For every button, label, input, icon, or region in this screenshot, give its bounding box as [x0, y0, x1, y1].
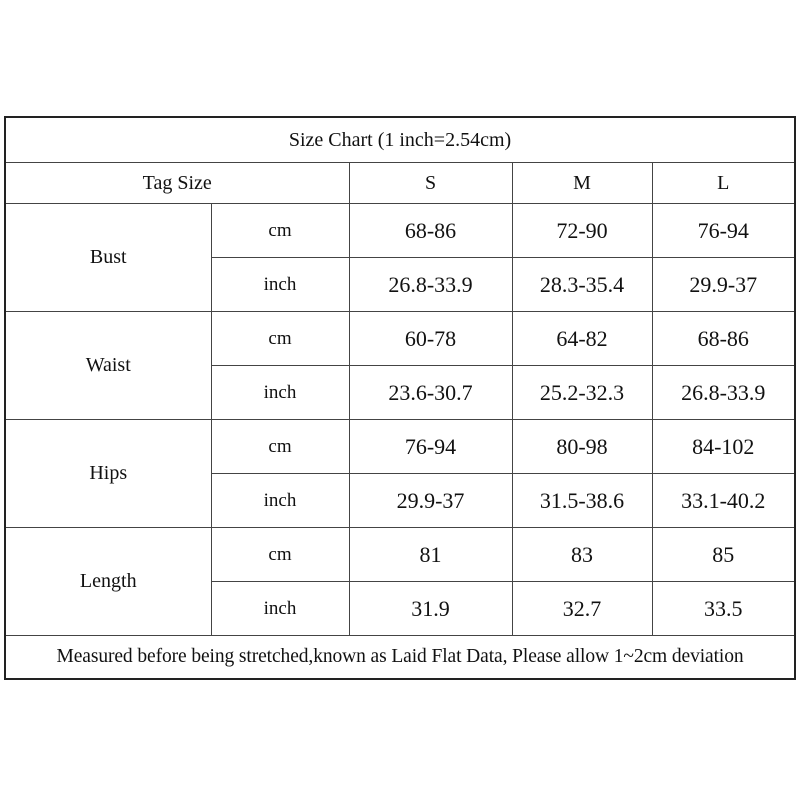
value-cell: 29.9-37: [349, 474, 512, 528]
unit-cell: cm: [211, 528, 349, 582]
footnote: Measured before being stretched,known as Laid Flat Data, Please allow 1~2cm deviation: [5, 636, 795, 680]
size-chart-table: [4, 116, 796, 680]
value-cell: 76-94: [652, 204, 795, 258]
value-cell: 33.1-40.2: [652, 474, 795, 528]
unit-cell: cm: [211, 420, 349, 474]
value-cell: 84-102: [652, 420, 795, 474]
value-cell: 29.9-37: [652, 258, 795, 312]
size-header-m: M: [512, 163, 652, 204]
value-cell: 26.8-33.9: [652, 366, 795, 420]
unit-cell: inch: [211, 258, 349, 312]
unit-cell: cm: [211, 312, 349, 366]
chart-title: Size Chart (1 inch=2.54cm): [5, 117, 795, 163]
value-cell: 31.5-38.6: [512, 474, 652, 528]
value-cell: 64-82: [512, 312, 652, 366]
value-cell: 28.3-35.4: [512, 258, 652, 312]
value-cell: 23.6-30.7: [349, 366, 512, 420]
value-cell: 60-78: [349, 312, 512, 366]
value-cell: 26.8-33.9: [349, 258, 512, 312]
value-cell: 76-94: [349, 420, 512, 474]
size-header-l: L: [652, 163, 795, 204]
value-cell: 68-86: [652, 312, 795, 366]
measure-label: Waist: [5, 312, 211, 420]
unit-cell: inch: [211, 474, 349, 528]
table-row: [5, 420, 795, 474]
value-cell: 68-86: [349, 204, 512, 258]
value-cell: 72-90: [512, 204, 652, 258]
unit-cell: inch: [211, 366, 349, 420]
value-cell: 25.2-32.3: [512, 366, 652, 420]
size-header-s: S: [349, 163, 512, 204]
value-cell: 83: [512, 528, 652, 582]
value-cell: 33.5: [652, 582, 795, 636]
value-cell: 80-98: [512, 420, 652, 474]
value-cell: 32.7: [512, 582, 652, 636]
unit-cell: cm: [211, 204, 349, 258]
header-row: [5, 163, 795, 204]
table-row: [5, 204, 795, 258]
footer-row: [5, 636, 795, 680]
table-row: [5, 528, 795, 582]
value-cell: 81: [349, 528, 512, 582]
measure-label: Hips: [5, 420, 211, 528]
table-row: [5, 312, 795, 366]
measure-label: Length: [5, 528, 211, 636]
measure-label: Bust: [5, 204, 211, 312]
value-cell: 85: [652, 528, 795, 582]
unit-cell: inch: [211, 582, 349, 636]
title-row: [5, 117, 795, 163]
value-cell: 31.9: [349, 582, 512, 636]
tag-size-header: Tag Size: [5, 163, 349, 204]
